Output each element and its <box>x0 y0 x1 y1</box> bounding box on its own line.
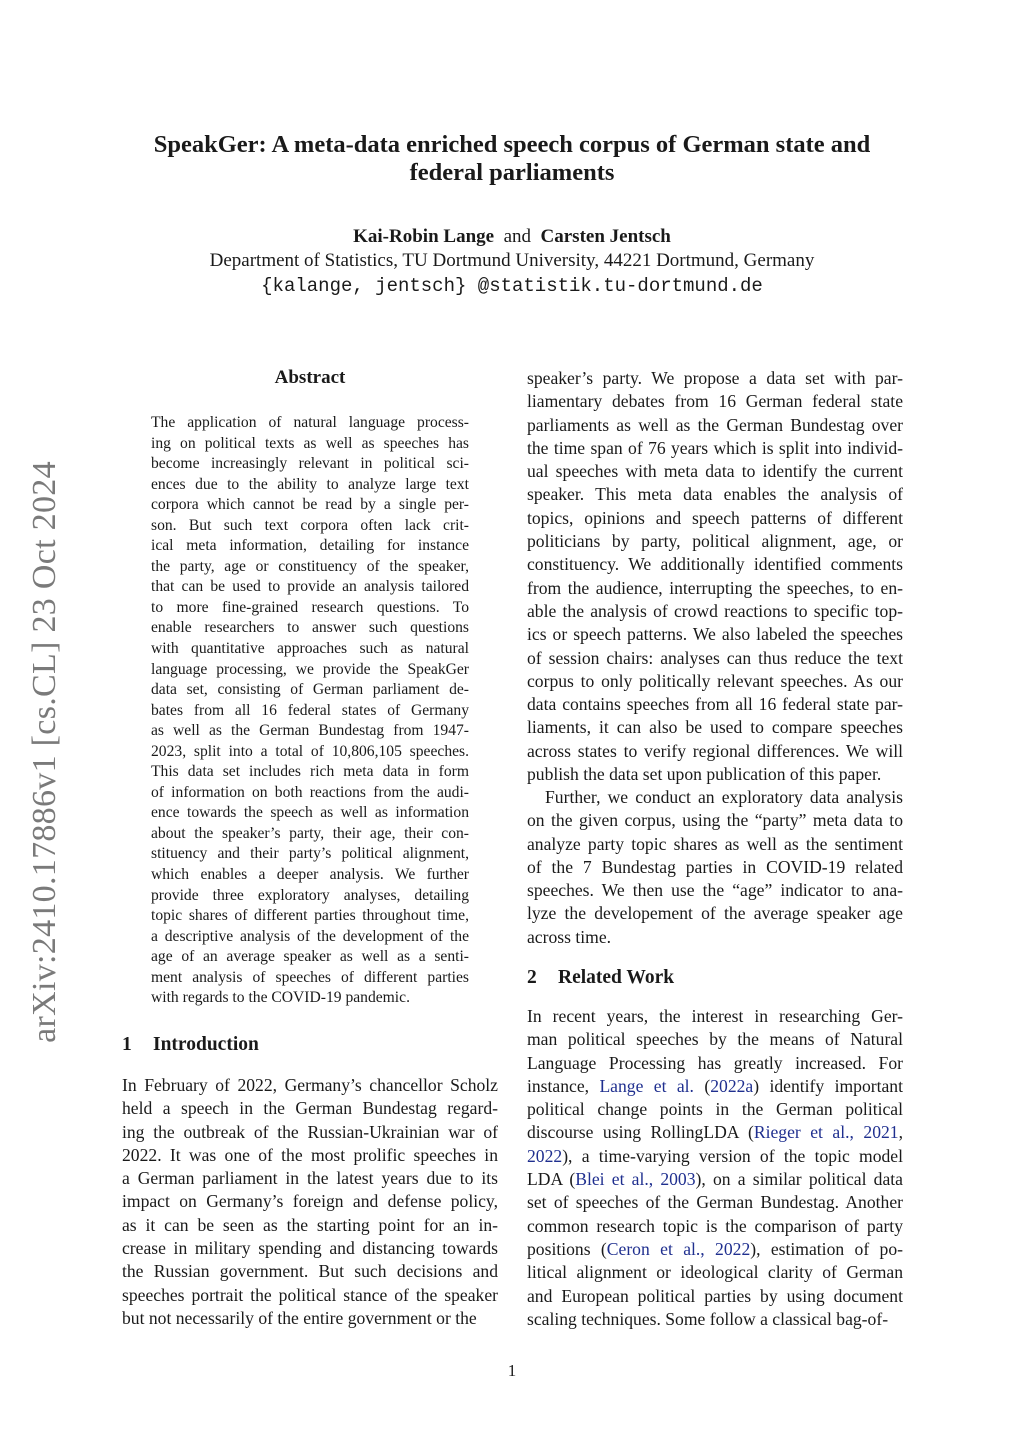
text-line: ing on political texts as well as speeches has <box>151 434 469 452</box>
text-line: of session chairs: analyses can thus reduce the text <box>527 647 903 668</box>
citation-link[interactable]: 2022 <box>527 1145 563 1166</box>
text-span: ), a time-varying version of the topic model <box>562 1145 903 1166</box>
text-line: a descriptive analysis of the development of the <box>151 927 469 945</box>
text-line <box>527 1121 903 1144</box>
text-line: provide three exploratory analyses, detailing <box>151 886 469 904</box>
citation-link[interactable]: Lange et al. <box>599 1075 694 1096</box>
intro-continued-paragraph <box>527 367 903 786</box>
text-line: Further, we conduct an exploratory data analysis <box>545 787 903 807</box>
text-line <box>527 1145 903 1168</box>
text-line: 2023, split into a total of 10,806,105 speeches. <box>151 742 469 760</box>
text-span: set of speeches of the German Bundestag. Another <box>527 1192 903 1213</box>
text-span: political change points in the German political <box>527 1099 903 1120</box>
text-span: ), estimation of po- <box>750 1238 903 1259</box>
introduction-body <box>122 1074 498 1330</box>
text-line: publish the data set upon publication of this paper. <box>527 764 882 785</box>
text-line: as it can be seen as the starting point for an in- <box>122 1214 498 1235</box>
author-name: Kai-Robin Lange <box>353 226 495 247</box>
text-line: analyze party topic shares as well as the sentiment <box>527 833 903 854</box>
citation-link[interactable]: Ceron et al., 2022 <box>606 1238 751 1259</box>
text-line: enable researchers to answer such questions <box>151 619 469 637</box>
text-span: and European political parties by using document <box>527 1285 903 1306</box>
text-span: LDA ( <box>527 1169 576 1190</box>
text-line: language processing, we provide the SpeakGer <box>151 660 469 678</box>
text-line: but not necessarily of the entire government or the <box>122 1307 477 1328</box>
text-line: on the given corpus, using the “party” meta data to <box>527 810 903 831</box>
text-line <box>527 1285 903 1308</box>
text-line <box>527 1261 903 1284</box>
citation-link[interactable]: 2022a <box>710 1075 754 1096</box>
text-line <box>527 1075 903 1098</box>
affiliation: Department of Statistics, TU Dortmund University, 44221 Dortmund, Germany <box>209 250 815 271</box>
text-span: Language Processing has greatly increased. For <box>527 1052 903 1073</box>
text-line: ment analysis of speeches of different parties <box>151 968 469 986</box>
text-line: crease in military spending and distancing towards <box>122 1238 498 1259</box>
abstract-body <box>151 413 469 1009</box>
intro-further-paragraph <box>527 786 903 949</box>
text-line: bates from all 16 federal states of Germany <box>151 701 469 719</box>
paper-title <box>100 131 924 187</box>
author-name: Carsten Jentsch <box>540 226 671 247</box>
citation-link[interactable]: Rieger et al., 2021 <box>753 1122 899 1143</box>
text-line: ical meta information, detailing for instance <box>151 537 469 555</box>
text-line: ics or speech patterns. We also labeled the speeches <box>527 624 903 645</box>
text-line: speaker. This meta data enables the analysis of <box>527 484 903 505</box>
text-span: ) identify important <box>753 1075 903 1096</box>
text-line: ual speeches with meta data to identify the current <box>527 461 903 482</box>
section-title: Introduction <box>153 1034 259 1055</box>
text-span: instance, <box>527 1075 600 1096</box>
text-line: of the 7 Bundestag parties in COVID-19 related <box>527 856 903 877</box>
text-span: litical alignment or ideological clarity of German <box>527 1262 903 1283</box>
page-number: 1 <box>507 1361 517 1380</box>
text-line <box>527 1215 903 1238</box>
text-line: corpus to only politically relevant speeches. As our <box>527 670 903 691</box>
text-line: speeches. We then use the “age” indicator to ana- <box>527 880 903 901</box>
text-line: 2022. It was one of the most prolific speeches in <box>122 1144 498 1165</box>
title-line: federal parliaments <box>409 159 615 186</box>
text-line <box>527 1191 903 1214</box>
text-span: scaling techniques. Some follow a classical bag-of- <box>527 1308 889 1329</box>
section-heading-introduction <box>122 1034 259 1056</box>
text-line: In February of 2022, Germany’s chancellor Scholz <box>122 1075 498 1095</box>
text-line: son. But such text corpora often lack crit- <box>151 516 469 534</box>
text-line: topics, opinions and speech patterns of different <box>527 507 903 528</box>
text-line <box>527 1238 903 1261</box>
text-line: impact on Germany’s foreign and defense policy, <box>122 1191 498 1212</box>
text-line <box>527 1168 903 1191</box>
text-line: that can be used to provide an analysis tailored <box>151 578 469 596</box>
text-line: with regards to the COVID-19 pandemic. <box>151 989 410 1007</box>
text-span: positions ( <box>527 1238 607 1259</box>
text-line <box>527 1028 903 1051</box>
text-line <box>527 1005 903 1028</box>
text-span: common research topic is the comparison of party <box>527 1215 903 1236</box>
text-line: ences due to the ability to analyze large text <box>151 475 469 493</box>
section-title: Related Work <box>558 967 675 988</box>
author-conjunction: and <box>503 226 532 247</box>
related-work-body <box>527 1005 903 1331</box>
text-line: a German parliament in the latest years due to its <box>122 1168 498 1189</box>
text-line: The application of natural language process- <box>151 414 469 431</box>
text-line: of information on both reactions from the audi- <box>151 783 469 801</box>
text-line: corpora which cannot be read by a single per- <box>151 496 469 514</box>
text-span: , <box>898 1122 903 1143</box>
text-line: across states to verify regional differences. We will <box>527 740 903 761</box>
text-span: man political speeches by the means of Natural <box>527 1029 903 1050</box>
text-line: able the analysis of crowd reactions to specific top- <box>527 600 903 621</box>
text-line: topic shares of different parties throughout time, <box>151 907 469 925</box>
text-line: the Russian government. But such decisions and <box>122 1261 498 1282</box>
text-line: about the speaker’s party, their age, their con- <box>151 824 469 842</box>
text-line: which enables a deeper analysis. We further <box>151 866 469 884</box>
text-line: speaker’s party. We propose a data set with par- <box>527 368 903 388</box>
text-line: ing the outbreak of the Russian-Ukrainian war of <box>122 1121 498 1142</box>
text-line: This data set includes rich meta data in form <box>151 763 469 781</box>
text-line: with quantitative approaches such as natural <box>151 640 469 658</box>
text-line: from the audience, interrupting the speeches, to en- <box>527 577 903 598</box>
section-number: 2 <box>527 967 537 988</box>
text-line <box>527 1308 903 1331</box>
text-line: the party, age or constituency of the speaker, <box>151 557 469 575</box>
text-line <box>527 1052 903 1075</box>
text-line: become increasingly relevant in political sci- <box>151 455 469 473</box>
text-line: across time. <box>527 926 612 947</box>
section-number: 1 <box>122 1034 132 1055</box>
text-line <box>527 1098 903 1121</box>
author-emails: {kalange, jentsch} @statistik.tu-dortmund.de <box>261 275 763 297</box>
text-line: data set, consisting of German parliament de- <box>151 681 469 699</box>
title-line: SpeakGer: A meta-data enriched speech corpus of German state and <box>153 131 871 158</box>
text-span: ), on a similar political data <box>695 1169 903 1190</box>
text-line: the time span of 76 years which is split into individ- <box>527 437 903 458</box>
text-line: held a speech in the German Bundestag regard- <box>122 1098 498 1119</box>
text-span: ( <box>693 1075 711 1096</box>
text-line: stituency and their party’s political alignment, <box>151 845 469 863</box>
text-line: politicians by party, political alignment, age, or <box>527 531 903 552</box>
authors <box>100 226 924 248</box>
arxiv-side-label: arXiv:2410.17886v1 [cs.CL] 23 Oct 2024 <box>26 461 63 1043</box>
section-heading-related-work <box>527 967 674 989</box>
text-line: to more fine-grained research questions. To <box>151 598 469 616</box>
text-line: age of an average speaker as well as a senti- <box>151 948 469 966</box>
text-line: liamentary debates from 16 German federal state <box>527 391 903 412</box>
citation-link[interactable]: Blei et al., 2003 <box>575 1169 696 1190</box>
text-line: liaments, it can also be used to compare speeches <box>527 717 903 738</box>
text-line: ence towards the speech as well as information <box>151 804 469 822</box>
abstract-heading: Abstract <box>274 367 346 388</box>
text-span: discourse using RollingLDA ( <box>527 1122 754 1143</box>
text-line: data contains speeches from all 16 federal state par- <box>527 694 903 715</box>
text-span: In recent years, the interest in researching Ger- <box>527 1006 903 1026</box>
text-line: parliaments as well as the German Bundestag over <box>527 414 903 435</box>
text-line: speeches portrait the political stance of the speaker <box>122 1284 498 1305</box>
text-line: lyze the developement of the average speaker age <box>527 903 903 924</box>
text-line: constituency. We additionally identified comments <box>527 554 903 575</box>
text-line: as well as the German Bundestag from 1947- <box>151 722 469 740</box>
